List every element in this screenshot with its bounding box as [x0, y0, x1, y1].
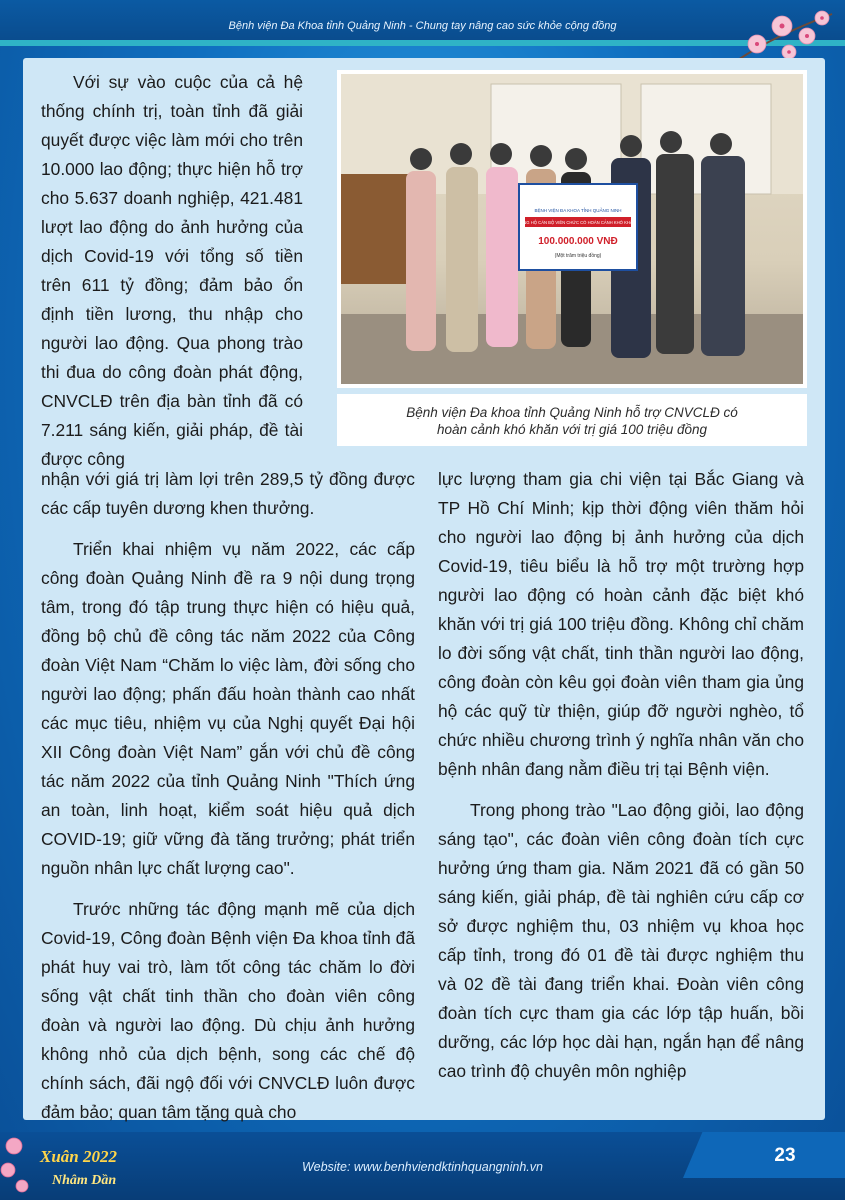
header-accent-line [0, 40, 845, 46]
board-line-2: ỦNG HỘ CÁN BỘ VIÊN CHỨC CÓ HOÀN CẢNH KHÓ KHĂN [520, 220, 636, 225]
page-number: 23 [774, 1145, 796, 1166]
article-paragraph: Trước những tác động mạnh mẽ của dịch Covid-19, Công đoàn Bệnh viện Đa khoa tỉnh đã phát huy vai trò, làm tốt công tác chăm lo đời sống vật chất tinh thần cho đoàn viên công đoàn và người lao động. Dù chịu ảnh hưởng không nhỏ của dịch bệnh, song các chế độ chính sách, đãi ngộ đối với CNVCLĐ luôn được đảm bảo; quan tâm tặng quà cho [41, 899, 415, 1122]
logo-line-1: Xuân 2022 [40, 1147, 117, 1166]
caption-line: Bệnh viện Đa khoa tỉnh Quảng Ninh hỗ trợ CNVCLĐ có [406, 405, 738, 420]
article-paragraph-continued: nhận với giá trị làm lợi trên 289,5 tỷ đồng được các cấp tuyên dương khen thưởng. [41, 469, 415, 518]
article-paragraph: Trong phong trào "Lao động giỏi, lao động sáng tạo", các đoàn viên công đoàn tích cực hưởng ứng tham gia. Năm 2021 đã có gần 50 sáng kiến, giải pháp, đề tài nghiên cứu cấp cơ sở được nghiệm thu, 03 nhiệm vụ khoa học cấp tỉnh, trong đó 01 đề tài được nghiệm thu và 02 đề tài đang triển khai. Đoàn viên công đoàn tích cực tham gia các lớp tập huấn, bồi dưỡng, các lớp học dài hạn, ngắn hạn để nâng cao trình độ chuyên môn nghiệp [438, 800, 804, 1081]
article-column-left-top [41, 68, 303, 474]
article-column-right [438, 465, 804, 1086]
board-line-1: BỆNH VIỆN ĐA KHOA TỈNH QUẢNG NINH [534, 208, 622, 213]
photo-illustration [341, 74, 803, 384]
article-column-left [41, 465, 415, 1127]
article-photo [337, 70, 807, 388]
caption-line: hoàn cảnh khó khăn với trị giá 100 triệu đồng [436, 422, 708, 437]
article-paragraph: Triển khai nhiệm vụ năm 2022, các cấp công đoàn Quảng Ninh đề ra 9 nội dung trọng tâm, trong đó tập trung thực hiện có hiệu quả, đồng bộ chủ đề công tác năm 2022 của Công đoàn Việt Nam “Chăm lo việc làm, đời sống cho người lao động; phấn đấu hoàn thành cao nhất các mục tiêu, nhiệm vụ của Nghị quyết Đại hội XII Công đoàn Việt Nam” gắn với chủ đề công tác năm 2022 của tỉnh Quảng Ninh "Thích ứng an toàn, linh hoạt, kiểm soát hiệu quả dịch COVID-19; giữ vững đà tăng trưởng; phát triển nguồn nhân lực chất lượng cao". [41, 539, 415, 878]
running-header: Bệnh viện Đa Khoa tỉnh Quảng Ninh - Chung tay nâng cao sức khỏe cộng đồng [228, 20, 617, 32]
article-paragraph-continued: lực lượng tham gia chi viện tại Bắc Giang và TP Hồ Chí Minh; kịp thời động viên thăm hỏi cho người lao động bị ảnh hưởng của dịch Covid-19, tiêu biểu là hỗ trợ một trường hợp người lao động có hoàn cảnh đặc biệt khó khăn với trị giá 100 triệu đồng. Không chỉ chăm lo đời sống vật chất, tinh thần người lao động, công đoàn còn kêu gọi đoàn viên tham gia ủng hộ các quỹ từ thiện, giúp đỡ người nghèo, tổ chức nhiều chương trình ý nghĩa nhân văn cho bệnh nhân đang nằm điều trị tại Bệnh viện. [438, 469, 804, 779]
logo-line-2: Nhâm Dần [52, 1173, 117, 1188]
tet-logo [0, 1128, 150, 1200]
footer-website: Website: www.benhviendktinhquangninh.vn [302, 1160, 543, 1174]
board-amount: 100.000.000 VNĐ [538, 236, 618, 247]
article-paragraph: Với sự vào cuộc của cả hệ thống chính trị, toàn tỉnh đã giải quyết được việc làm mới cho trên 10.000 lao động; thực hiện hỗ trợ cho 5.637 doanh nghiệp, 421.481 lượt lao động do ảnh hưởng của dịch Covid-19 với tổng số tiền trên 611 tỷ đồng; đảm bảo ổn định tiền lương, thu nhập cho người lao động. Qua phong trào thi đua do công đoàn phát động, CNVCLĐ trên địa bàn tỉnh đã có 7.211 sáng kiến, giải pháp, đề tài được công [41, 72, 303, 469]
photo-caption [337, 394, 807, 446]
board-words: (Một trăm triệu đồng) [554, 253, 602, 259]
